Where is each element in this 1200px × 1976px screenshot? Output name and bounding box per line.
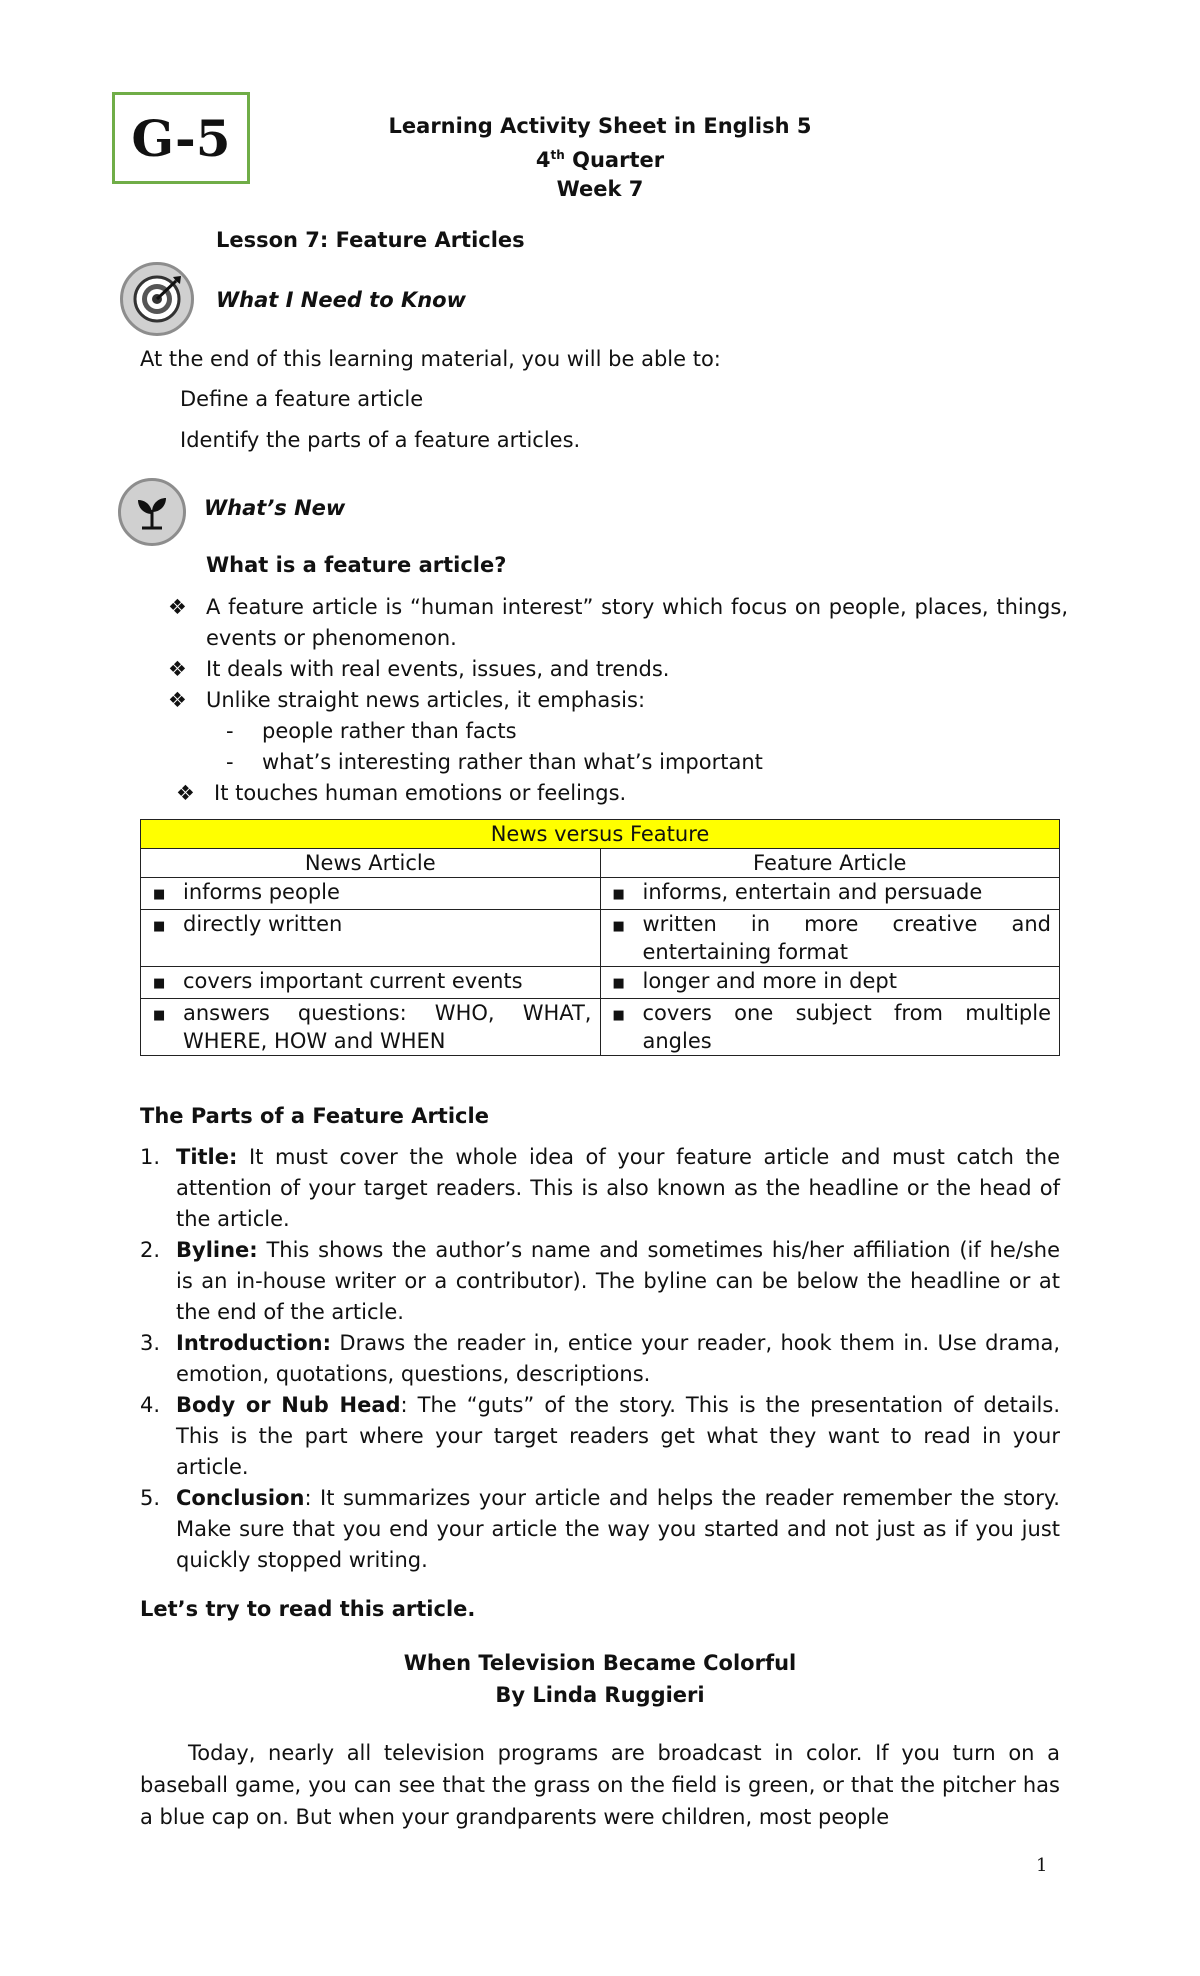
section-title-whats-new: What’s New [204, 496, 346, 520]
grade-label-box [112, 92, 250, 184]
feature-article-bullets [168, 592, 1068, 809]
objective-item: Define a feature article [180, 387, 424, 411]
bullet-glyph: ❖ [168, 657, 187, 681]
target-icon [120, 262, 194, 336]
parts-section-title: The Parts of a Feature Article [140, 1104, 489, 1128]
table-caption: News versus Feature [141, 820, 1060, 849]
objectives-intro: At the end of this learning material, you will be able to: [140, 347, 721, 371]
table-row: ■ answers questions: WHO, WHAT, WHERE, HOW and WHEN ■ covers one subject from multiple angles [141, 999, 1060, 1056]
list-item: ❖ A feature article is “human interest” story which focus on people, places, things, events or phenomenon. [168, 592, 1068, 654]
list-item: 1. Title: It must cover the whole idea of your feature article and must catch the attention of your target readers. This is also known as the headline or the head of the article. [140, 1145, 1060, 1231]
table-row: ■ informs people ■ informs, entertain and persuade [141, 878, 1060, 910]
table-row: ■ covers important current events ■ longer and more in dept [141, 967, 1060, 999]
article-paragraph: Today, nearly all television programs are broadcast in color. If you turn on a baseball game, you can see that the grass on the field is green, or that the pitcher has a blue cap on. But when your grandparents were children, most people [140, 1741, 1060, 1829]
list-item: 2. Byline: This shows the author’s name and sometimes his/her affiliation (if he/she is an in-house writer or a contributor). The byline can be below the headline or at the end of the article. [140, 1238, 1060, 1324]
header-quarter: 4th Quarter [535, 148, 665, 172]
list-item: 4. Body or Nub Head: The “guts” of the story. This is the presentation of details. This is the part where your target readers get what they want to read in your article. [140, 1393, 1061, 1479]
bullet-glyph: ❖ [168, 595, 187, 619]
objective-item: Identify the parts of a feature articles. [180, 428, 581, 452]
grade-label: G-5 [131, 108, 231, 168]
article-title: When Television Became Colorful [403, 1651, 797, 1675]
document-header [380, 112, 820, 204]
feature-article-question: What is a feature article? [206, 553, 507, 577]
article-byline: By Linda Ruggieri [495, 1683, 705, 1707]
sub-list-item: - what’s interesting rather than what’s important [226, 750, 763, 774]
try-read-heading: Let’s try to read this article. [140, 1597, 476, 1621]
list-item: ❖ It touches human emotions or feelings. [168, 778, 1068, 809]
news-vs-feature-table [140, 819, 1060, 1056]
sub-list-item: - people rather than facts [226, 719, 517, 743]
header-title: Learning Activity Sheet in English 5 [388, 114, 812, 138]
list-item: 3. Introduction: Draws the reader in, entice your reader, hook them in. Use drama, emotion, quotations, questions, descriptions. [140, 1331, 1060, 1386]
parts-list [140, 1142, 1060, 1576]
column-header-feature: Feature Article [600, 849, 1060, 878]
column-header-news: News Article [141, 849, 601, 878]
bullet-glyph: ❖ [168, 688, 187, 712]
table-row: ■ directly written ■ written in more creative and entertaining format [141, 910, 1060, 967]
article-heading [140, 1647, 1060, 1711]
section-title-what-i-need-to-know: What I Need to Know [216, 288, 466, 312]
lesson-title: Lesson 7: Feature Articles [216, 228, 525, 252]
bullet-glyph: ❖ [176, 781, 195, 805]
list-item: 5. Conclusion: It summarizes your article and helps the reader remember the story. Make sure that you end your article the way you started and not just as if you just quickly stopped writing. [140, 1486, 1060, 1572]
page-number: 1 [1036, 1855, 1048, 1876]
list-item: ❖ Unlike straight news articles, it emphasis: [168, 685, 1068, 716]
header-week: Week 7 [556, 177, 644, 201]
list-item: ❖ It deals with real events, issues, and trends. [168, 654, 1068, 685]
sprout-icon [118, 478, 186, 546]
